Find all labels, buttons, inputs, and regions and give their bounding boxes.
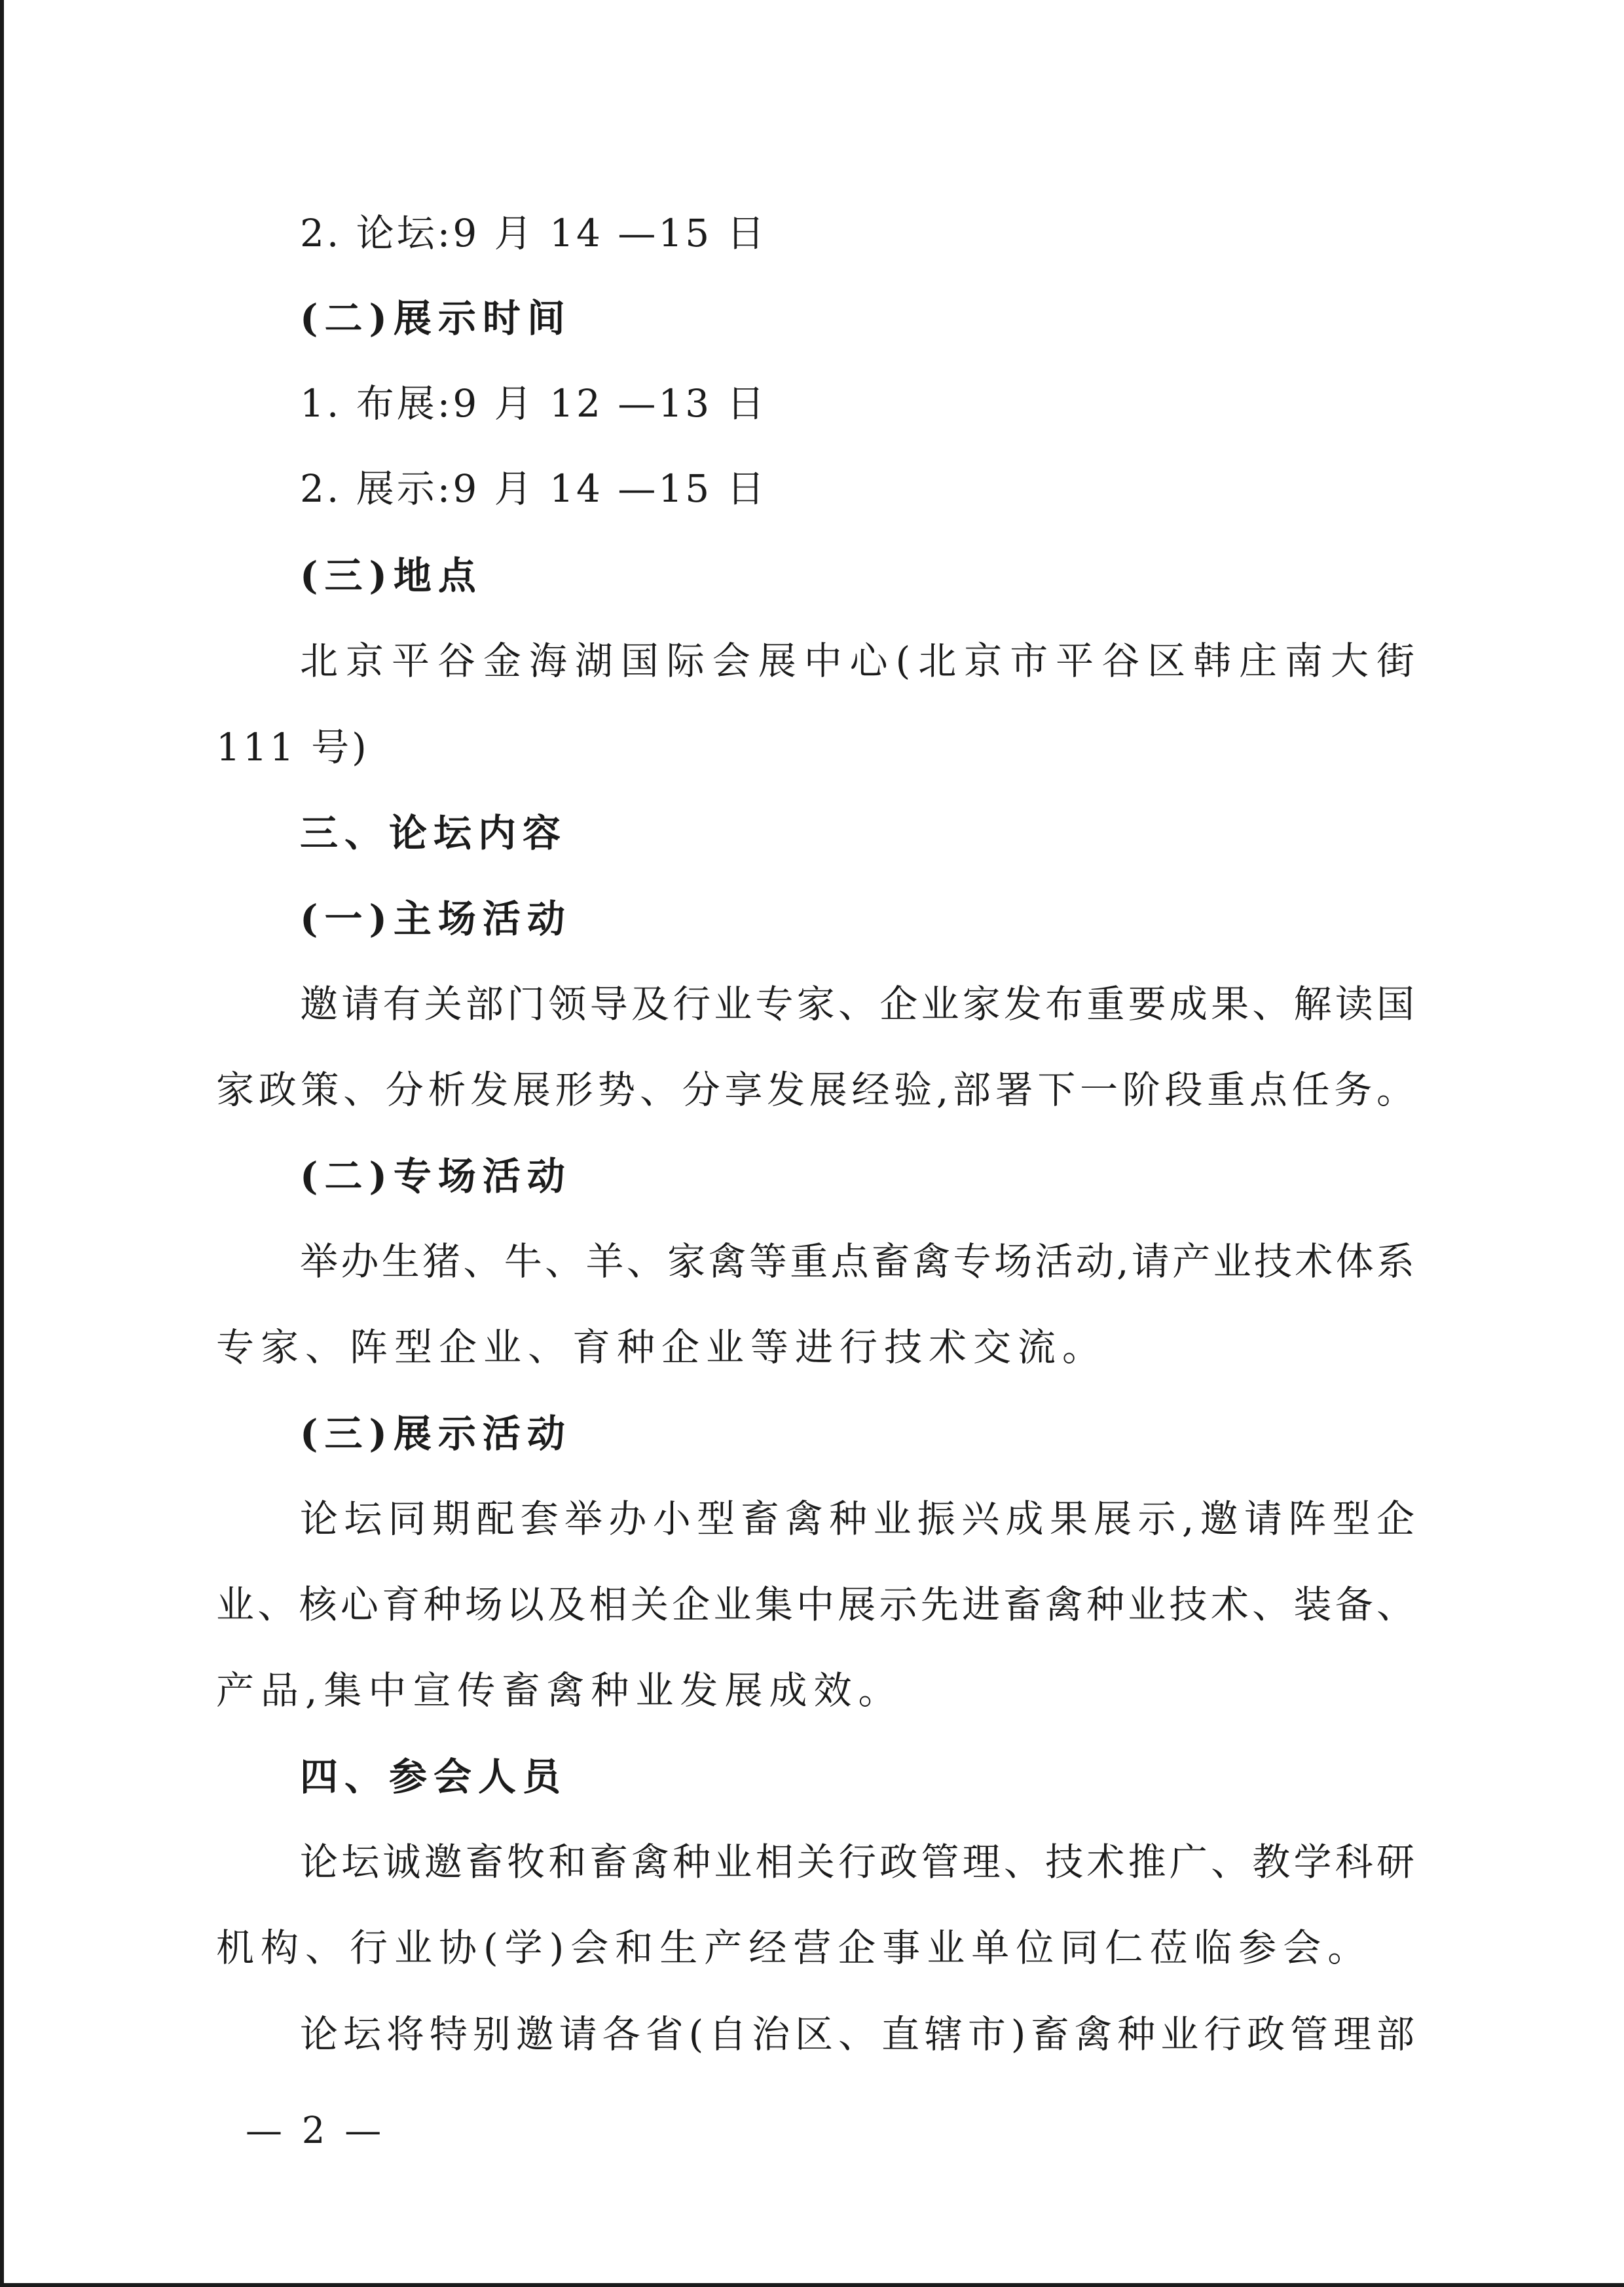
main-event-text-line-2: 家政策、分析发展形势、分享发展经验,部署下一阶段重点任务。	[216, 1068, 1414, 1112]
special-event-text-line-2: 专家、阵型企业、育种企业等进行技术交流。	[216, 1325, 1107, 1369]
section-forum-content-heading: 三、论坛内容	[300, 811, 568, 855]
schedule-display-dates: 2. 展示:9 月 14 —15 日	[300, 466, 767, 511]
schedule-forum-dates: 2. 论坛:9 月 14 —15 日	[300, 211, 767, 255]
location-text-line-2: 111 号)	[216, 725, 369, 770]
attendees-text-line-3: 论坛将特别邀请各省(自治区、直辖市)畜禽种业行政管理部	[300, 2012, 1414, 2056]
exhibition-event-heading: (三)展示活动	[300, 1411, 572, 1456]
exhibition-text-line-3: 产品,集中宣传畜禽种业发展成效。	[216, 1668, 903, 1713]
attendees-text-line-1: 论坛诚邀畜牧和畜禽种业相关行政管理、技术推广、教学科研	[300, 1840, 1414, 1884]
scan-edge-bottom	[0, 2283, 1624, 2287]
main-event-heading: (一)主场活动	[300, 897, 572, 941]
scan-edge-left	[0, 0, 4, 2287]
page-number: — 2 —	[246, 2110, 386, 2152]
exhibition-text-line-2: 业、核心育种场以及相关企业集中展示先进畜禽种业技术、装备、	[216, 1582, 1414, 1627]
location-text-line-1: 北京平谷金海湖国际会展中心(北京市平谷区韩庄南大街	[300, 639, 1414, 683]
section-attendees-heading: 四、参会人员	[300, 1755, 568, 1799]
section-location-heading: (三)地点	[300, 553, 483, 598]
attendees-text-line-2: 机构、行业协(学)会和生产经营企事业单位同仁莅临参会。	[216, 1925, 1373, 1970]
special-event-heading: (二)专场活动	[300, 1154, 572, 1199]
main-event-text-line-1: 邀请有关部门领导及行业专家、企业家发布重要成果、解读国	[300, 982, 1414, 1026]
schedule-setup-dates: 1. 布展:9 月 12 —13 日	[300, 381, 767, 426]
special-event-text-line-1: 举办生猪、牛、羊、家禽等重点畜禽专场活动,请产业技术体系	[300, 1239, 1414, 1284]
section-display-time-heading: (二)展示时间	[300, 296, 572, 341]
exhibition-text-line-1: 论坛同期配套举办小型畜禽种业振兴成果展示,邀请阵型企	[300, 1497, 1414, 1541]
